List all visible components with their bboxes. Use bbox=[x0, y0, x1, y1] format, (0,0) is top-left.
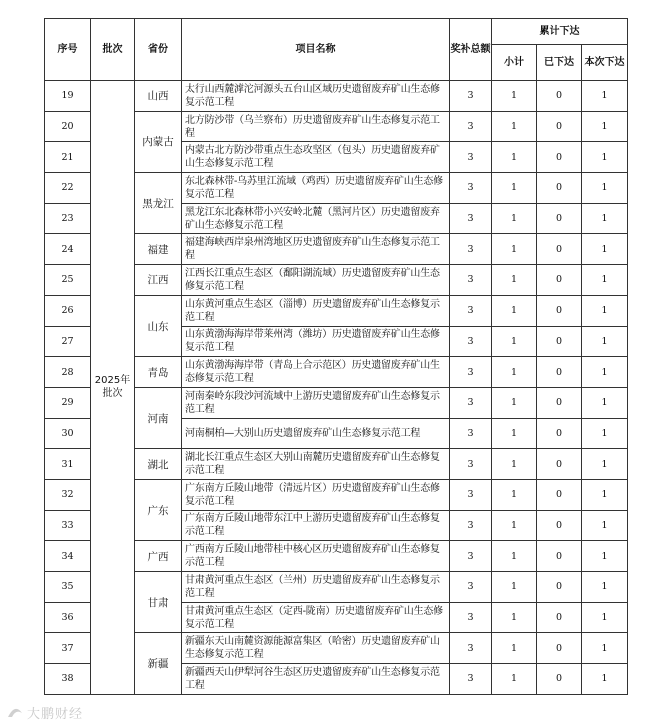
cell-current: 1 bbox=[582, 173, 628, 204]
table-row bbox=[45, 81, 628, 112]
cell-issued: 0 bbox=[537, 418, 582, 449]
cell-current: 1 bbox=[582, 265, 628, 296]
cell-subtotal: 1 bbox=[492, 111, 537, 142]
cell-issued: 0 bbox=[537, 265, 582, 296]
cell-subtotal: 1 bbox=[492, 357, 537, 388]
cell-batch: 2025年批次 bbox=[91, 81, 135, 695]
cell-total: 3 bbox=[450, 572, 492, 603]
cell-seq: 25 bbox=[45, 265, 91, 296]
cell-province: 黑龙江 bbox=[135, 173, 182, 234]
cell-province: 山东 bbox=[135, 295, 182, 356]
cell-project-name: 河南秦岭东段沙河流域中上游历史遗留废弃矿山生态修复示范工程 bbox=[182, 387, 450, 418]
cell-issued: 0 bbox=[537, 449, 582, 480]
header-subtotal: 小计 bbox=[492, 45, 537, 81]
header-subsidy: 奖补总额 bbox=[450, 19, 492, 81]
cell-project-name: 广西南方丘陵山地带桂中核心区历史遗留废弃矿山生态修复示范工程 bbox=[182, 541, 450, 572]
cell-total: 3 bbox=[450, 418, 492, 449]
header-issued: 已下达 bbox=[537, 45, 582, 81]
cell-subtotal: 1 bbox=[492, 295, 537, 326]
cell-issued: 0 bbox=[537, 326, 582, 357]
cell-total: 3 bbox=[450, 111, 492, 142]
cell-issued: 0 bbox=[537, 633, 582, 664]
cell-subtotal: 1 bbox=[492, 541, 537, 572]
cell-total: 3 bbox=[450, 510, 492, 541]
cell-total: 3 bbox=[450, 479, 492, 510]
cell-project-name: 东北森林带-乌苏里江流域（鸡西）历史遗留废弃矿山生态修复示范工程 bbox=[182, 173, 450, 204]
cell-total: 3 bbox=[450, 357, 492, 388]
cell-project-name: 内蒙古北方防沙带重点生态攻坚区（包头）历史遗留废弃矿山生态修复示范工程 bbox=[182, 142, 450, 173]
cell-seq: 31 bbox=[45, 449, 91, 480]
cell-province: 甘肃 bbox=[135, 572, 182, 633]
header-project: 项目名称 bbox=[182, 19, 450, 81]
cell-province: 内蒙古 bbox=[135, 111, 182, 172]
cell-project-name: 太行山西麓滹沱河源头五台山区域历史遗留废弃矿山生态修复示范工程 bbox=[182, 81, 450, 112]
cell-project-name: 山东黄河重点生态区（淄博）历史遗留废弃矿山生态修复示范工程 bbox=[182, 295, 450, 326]
header-seq: 序号 bbox=[45, 19, 91, 81]
header-province: 省份 bbox=[135, 19, 182, 81]
cell-seq: 34 bbox=[45, 541, 91, 572]
cell-seq: 28 bbox=[45, 357, 91, 388]
cell-seq: 20 bbox=[45, 111, 91, 142]
cell-current: 1 bbox=[582, 602, 628, 633]
cell-seq: 23 bbox=[45, 203, 91, 234]
cell-total: 3 bbox=[450, 265, 492, 296]
cell-total: 3 bbox=[450, 326, 492, 357]
cell-province: 江西 bbox=[135, 265, 182, 296]
cell-issued: 0 bbox=[537, 479, 582, 510]
cell-issued: 0 bbox=[537, 295, 582, 326]
cell-issued: 0 bbox=[537, 602, 582, 633]
cell-project-name: 甘肃黄河重点生态区（兰州）历史遗留废弃矿山生态修复示范工程 bbox=[182, 572, 450, 603]
cell-subtotal: 1 bbox=[492, 572, 537, 603]
cell-total: 3 bbox=[450, 295, 492, 326]
header-batch: 批次 bbox=[91, 19, 135, 81]
subsidy-table bbox=[44, 18, 628, 695]
cell-current: 1 bbox=[582, 479, 628, 510]
cell-seq: 29 bbox=[45, 387, 91, 418]
cell-province: 青岛 bbox=[135, 357, 182, 388]
cell-subtotal: 1 bbox=[492, 173, 537, 204]
cell-subtotal: 1 bbox=[492, 479, 537, 510]
cell-project-name: 甘肃黄河重点生态区（定西-陇南）历史遗留废弃矿山生态修复示范工程 bbox=[182, 602, 450, 633]
cell-current: 1 bbox=[582, 541, 628, 572]
cell-issued: 0 bbox=[537, 234, 582, 265]
cell-province: 新疆 bbox=[135, 633, 182, 694]
cell-project-name: 广东南方丘陵山地带（清远片区）历史遗留废弃矿山生态修复示范工程 bbox=[182, 479, 450, 510]
cell-total: 3 bbox=[450, 387, 492, 418]
cell-current: 1 bbox=[582, 81, 628, 112]
cell-issued: 0 bbox=[537, 510, 582, 541]
cell-subtotal: 1 bbox=[492, 664, 537, 695]
cell-project-name: 广东南方丘陵山地带东江中上游历史遗留废弃矿山生态修复示范工程 bbox=[182, 510, 450, 541]
cell-seq: 32 bbox=[45, 479, 91, 510]
cell-current: 1 bbox=[582, 142, 628, 173]
cell-subtotal: 1 bbox=[492, 602, 537, 633]
cell-current: 1 bbox=[582, 664, 628, 695]
cell-issued: 0 bbox=[537, 142, 582, 173]
cell-current: 1 bbox=[582, 418, 628, 449]
cell-current: 1 bbox=[582, 510, 628, 541]
watermark bbox=[6, 703, 83, 722]
cell-issued: 0 bbox=[537, 664, 582, 695]
cell-seq: 30 bbox=[45, 418, 91, 449]
cell-project-name: 新疆东天山南麓资源能源富集区（哈密）历史遗留废弃矿山生态修复示范工程 bbox=[182, 633, 450, 664]
cell-project-name: 山东黄渤海海岸带（青岛上合示范区）历史遗留废弃矿山生态修复示范工程 bbox=[182, 357, 450, 388]
cell-subtotal: 1 bbox=[492, 449, 537, 480]
cell-seq: 21 bbox=[45, 142, 91, 173]
cell-seq: 35 bbox=[45, 572, 91, 603]
cell-province: 广西 bbox=[135, 541, 182, 572]
cell-seq: 38 bbox=[45, 664, 91, 695]
cell-seq: 19 bbox=[45, 81, 91, 112]
header-current: 本次下达 bbox=[582, 45, 628, 81]
cell-subtotal: 1 bbox=[492, 418, 537, 449]
cell-total: 3 bbox=[450, 541, 492, 572]
cell-subtotal: 1 bbox=[492, 387, 537, 418]
cell-total: 3 bbox=[450, 234, 492, 265]
cell-subtotal: 1 bbox=[492, 633, 537, 664]
cell-seq: 24 bbox=[45, 234, 91, 265]
cell-project-name: 山东黄渤海海岸带莱州湾（潍坊）历史遗留废弃矿山生态修复示范工程 bbox=[182, 326, 450, 357]
cell-current: 1 bbox=[582, 633, 628, 664]
cell-current: 1 bbox=[582, 326, 628, 357]
cell-subtotal: 1 bbox=[492, 510, 537, 541]
cell-current: 1 bbox=[582, 387, 628, 418]
cell-total: 3 bbox=[450, 81, 492, 112]
cell-current: 1 bbox=[582, 449, 628, 480]
cell-project-name: 黑龙江东北森林带小兴安岭北麓（黑河片区）历史遗留废弃矿山生态修复示范工程 bbox=[182, 203, 450, 234]
cell-subtotal: 1 bbox=[492, 203, 537, 234]
cell-total: 3 bbox=[450, 449, 492, 480]
cell-province: 福建 bbox=[135, 234, 182, 265]
cell-seq: 27 bbox=[45, 326, 91, 357]
cell-seq: 37 bbox=[45, 633, 91, 664]
cell-issued: 0 bbox=[537, 81, 582, 112]
cell-total: 3 bbox=[450, 664, 492, 695]
cell-issued: 0 bbox=[537, 111, 582, 142]
cell-issued: 0 bbox=[537, 357, 582, 388]
cell-project-name: 江西长江重点生态区（鄱阳湖流域）历史遗留废弃矿山生态修复示范工程 bbox=[182, 265, 450, 296]
cell-project-name: 福建海峡西岸泉州湾地区历史遗留废弃矿山生态修复示范工程 bbox=[182, 234, 450, 265]
header-cumulative: 累计下达 bbox=[492, 19, 628, 45]
cell-province: 湖北 bbox=[135, 449, 182, 480]
cell-issued: 0 bbox=[537, 572, 582, 603]
cell-current: 1 bbox=[582, 295, 628, 326]
cell-issued: 0 bbox=[537, 203, 582, 234]
cell-seq: 22 bbox=[45, 173, 91, 204]
cell-province: 河南 bbox=[135, 387, 182, 448]
cell-subtotal: 1 bbox=[492, 265, 537, 296]
watermark-text: 大鹏财经 bbox=[27, 707, 84, 722]
cell-seq: 36 bbox=[45, 602, 91, 633]
cell-total: 3 bbox=[450, 203, 492, 234]
cell-project-name: 湖北长江重点生态区大别山南麓历史遗留废弃矿山生态修复示范工程 bbox=[182, 449, 450, 480]
cell-current: 1 bbox=[582, 572, 628, 603]
cell-subtotal: 1 bbox=[492, 234, 537, 265]
cell-total: 3 bbox=[450, 602, 492, 633]
cell-subtotal: 1 bbox=[492, 326, 537, 357]
cell-total: 3 bbox=[450, 173, 492, 204]
cell-issued: 0 bbox=[537, 387, 582, 418]
cell-subtotal: 1 bbox=[492, 81, 537, 112]
cell-current: 1 bbox=[582, 234, 628, 265]
table-body bbox=[45, 81, 628, 695]
cell-project-name: 新疆西天山伊犁河谷生态区历史遗留废弃矿山生态修复示范工程 bbox=[182, 664, 450, 695]
cell-current: 1 bbox=[582, 111, 628, 142]
cell-subtotal: 1 bbox=[492, 142, 537, 173]
cell-total: 3 bbox=[450, 142, 492, 173]
cell-seq: 26 bbox=[45, 295, 91, 326]
cell-project-name: 河南桐柏—大别山历史遗留废弃矿山生态修复示范工程 bbox=[182, 418, 450, 449]
cell-project-name: 北方防沙带（乌兰察布）历史遗留废弃矿山生态修复示范工程 bbox=[182, 111, 450, 142]
cell-current: 1 bbox=[582, 357, 628, 388]
cell-current: 1 bbox=[582, 203, 628, 234]
cell-total: 3 bbox=[450, 633, 492, 664]
cell-province: 山西 bbox=[135, 81, 182, 112]
cell-seq: 33 bbox=[45, 510, 91, 541]
cell-province: 广东 bbox=[135, 479, 182, 540]
cell-issued: 0 bbox=[537, 173, 582, 204]
cell-issued: 0 bbox=[537, 541, 582, 572]
watermark-logo-icon bbox=[6, 705, 24, 721]
